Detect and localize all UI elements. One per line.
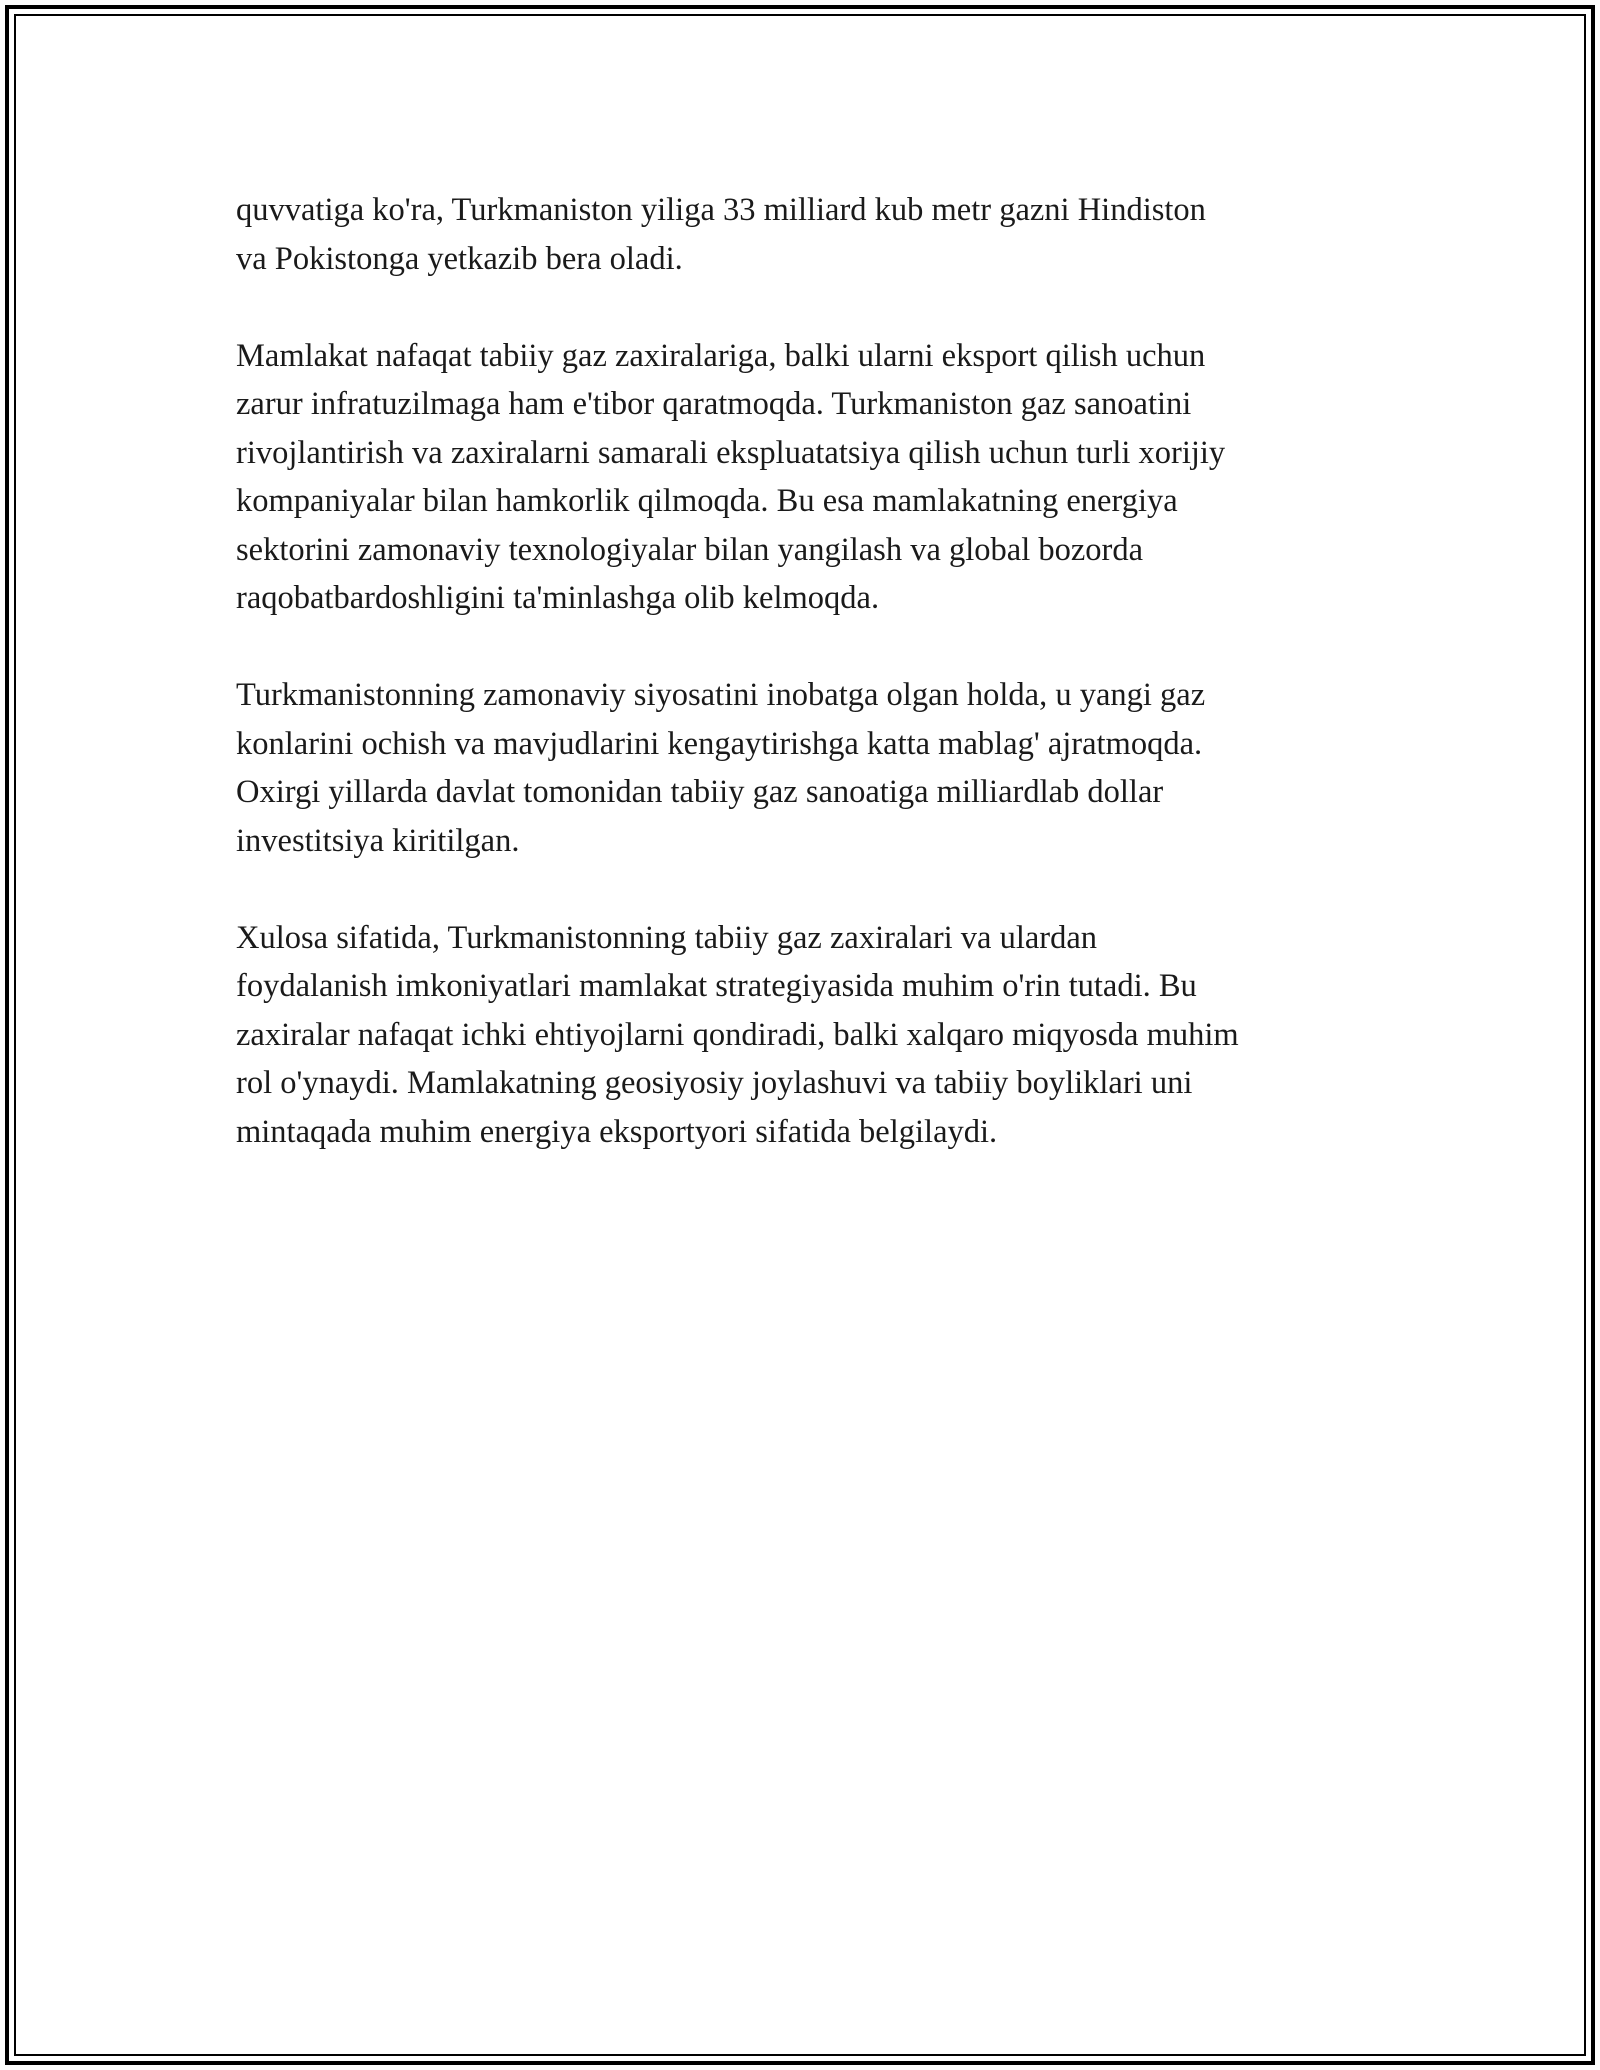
paragraph-4: Xulosa sifatida, Turkmanistonning tabiiy gaz zaxiralari va ulardan foydalanish imkoniyatlari mamlakat strategiyasida muhim o'rin tutadi. Bu zaxiralar nafaqat ichki ehtiyojlarni qondiradi, balki xalqaro miqyosda muhim rol o'ynaydi. Mamlakatning geosiyosiy joylashuvi va tabiiy boyliklari uni mintaqada muhim energiya eksportyori sifatida belgilaydi. bbox=[236, 919, 1239, 1150]
paragraph-2: Mamlakat nafaqat tabiiy gaz zaxiralariga, balki ularni eksport qilish uchun zarur infratuzilmaga ham e'tibor qaratmoqda. Turkmaniston gaz sanoatini rivojlantirish va zaxiralarni samarali ekspluatatsiya qilish uchun turli xorijiy kompaniyalar bilan hamkorlik qilmoqda. Bu esa mamlakatning energiya sektorini zamonaviy texnologiyalar bilan yangilash va global bozorda raqobatbardoshligini ta'minlashga olib kelmoqda. bbox=[236, 337, 1226, 616]
paragraph-1: quvvatiga ko'ra, Turkmaniston yiliga 33 milliard kub metr gazni Hindiston va Pokistonga yetkazib bera oladi. bbox=[236, 192, 1206, 277]
document-body bbox=[236, 186, 1376, 1205]
paragraph-3: Turkmanistonning zamonaviy siyosatini inobatga olgan holda, u yangi gaz konlarini ochish va mavjudlarini kengaytirishga katta mablag' ajratmoqda. Oxirgi yillarda davlat tomonidan tabiiy gaz sanoatiga milliardlab dollar investitsiya kiritilgan. bbox=[236, 677, 1206, 859]
